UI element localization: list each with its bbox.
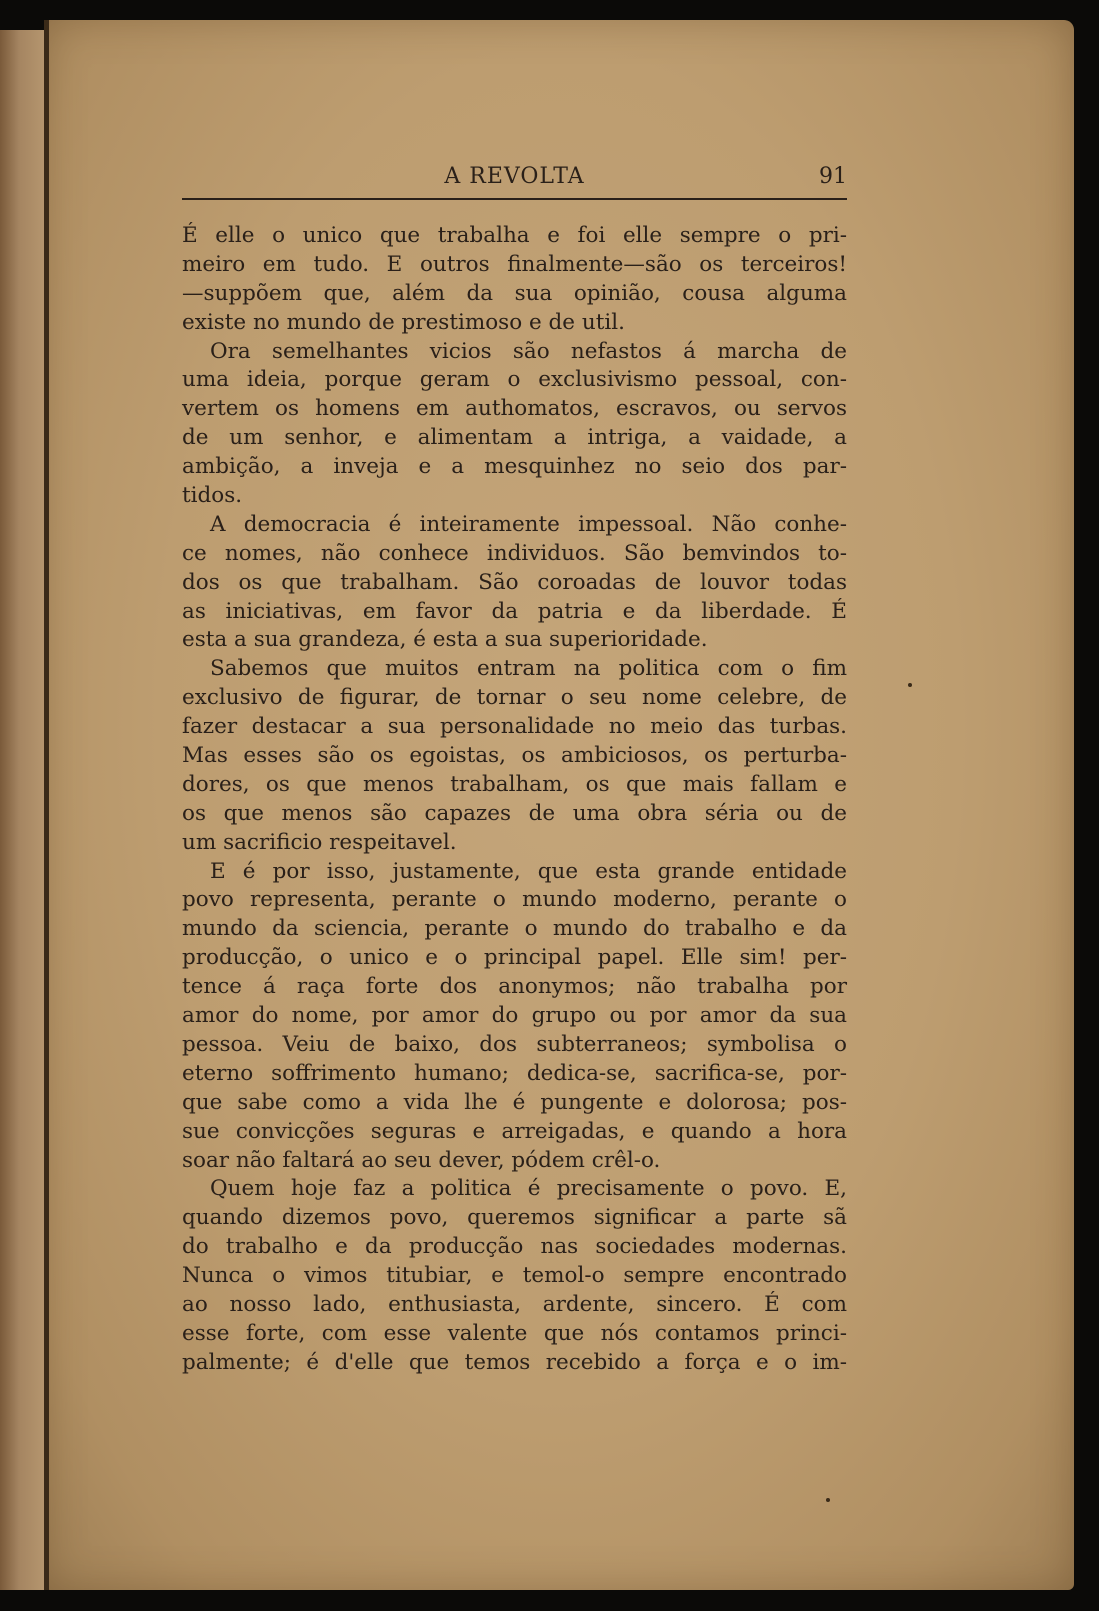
- text-line: os que menos são capazes de uma obra séria ou de: [182, 800, 847, 826]
- text-line: —suppõem que, além da sua opinião, cousa alguma: [182, 280, 847, 306]
- paper-speck: [826, 1498, 830, 1502]
- text-line: Quem hoje faz a politica é precisamente o povo. E,: [210, 1176, 847, 1202]
- text-line: A democracia é inteiramente impessoal. Não conhe-: [210, 511, 847, 537]
- text-line: amor do nome, por amor do grupo ou por amor da sua: [182, 1003, 847, 1029]
- text-line: soar não faltará ao seu dever, pódem crêl-o.: [182, 1147, 661, 1173]
- text-line: que sabe como a vida lhe é pungente e dolorosa; pos-: [182, 1089, 847, 1115]
- text-line: uma ideia, porque geram o exclusivismo pessoal, con-: [182, 367, 847, 393]
- text-line: tence á raça forte dos anonymos; não trabalha por: [182, 974, 847, 1000]
- text-line: ao nosso lado, enthusiasta, ardente, sincero. É com: [182, 1291, 847, 1317]
- previous-page-edge: [0, 30, 48, 1590]
- running-title: A REVOLTA: [444, 164, 585, 189]
- text-line: Nunca o vimos titubiar, e temol-o sempre encontrado: [182, 1263, 847, 1289]
- text-line: sue convicções seguras e arreigadas, e quando a hora: [182, 1118, 847, 1144]
- text-line: esta a sua grandeza, é esta a sua superioridade.: [182, 627, 708, 653]
- text-line: Mas esses são os egoistas, os ambiciosos, os perturba-: [182, 743, 847, 769]
- text-line: do trabalho e da producção nas sociedades modernas.: [182, 1234, 847, 1260]
- text-line: ambição, a inveja e a mesquinhez no seio dos par-: [182, 454, 847, 480]
- text-line: meiro em tudo. E outros finalmente—são os terceiros!: [182, 251, 847, 277]
- text-line: E é por isso, justamente, que esta grande entidade: [210, 858, 847, 884]
- text-line: tidos.: [182, 483, 243, 509]
- text-line: de um senhor, e alimentam a intriga, a vaidade, a: [182, 425, 847, 451]
- running-header: [182, 164, 847, 198]
- text-line: dores, os que menos trabalham, os que mais fallam e: [182, 771, 847, 797]
- text-line: povo representa, perante o mundo moderno, perante o: [182, 887, 847, 913]
- text-line: exclusivo de figurar, de tornar o seu nome celebre, de: [182, 685, 847, 711]
- text-line: mundo da sciencia, perante o mundo do trabalho e da: [182, 916, 847, 942]
- text-line: esse forte, com esse valente que nós contamos princi-: [182, 1320, 847, 1346]
- text-line: Ora semelhantes vicios são nefastos á marcha de: [210, 338, 847, 364]
- text-line: ce nomes, não conhece individuos. São bemvindos to-: [182, 540, 847, 566]
- paper-speck: [908, 683, 912, 687]
- text-line: quando dizemos povo, queremos significar a parte sã: [182, 1205, 847, 1231]
- page-fold: [44, 20, 49, 1590]
- body-text: [182, 222, 847, 1378]
- text-line: fazer destacar a sua personalidade no meio das turbas.: [182, 714, 847, 740]
- text-line: eterno soffrimento humano; dedica-se, sacrifica-se, por-: [182, 1060, 847, 1086]
- text-line: É elle o unico que trabalha e foi elle sempre o pri-: [182, 223, 847, 248]
- text-line: producção, o unico e o principal papel. Elle sim! per-: [182, 945, 847, 971]
- text-line: existe no mundo de prestimoso e de util.: [182, 309, 625, 335]
- text-line: palmente; é d'elle que temos recebido a força e o im-: [182, 1349, 847, 1375]
- text-line: vertem os homens em authomatos, escravos, ou servos: [182, 396, 847, 422]
- text-line: pessoa. Veiu de baixo, dos subterraneos; symbolisa o: [182, 1031, 847, 1057]
- text-line: dos os que trabalham. São coroadas de louvor todas: [182, 569, 847, 595]
- text-line: Sabemos que muitos entram na politica com o fim: [210, 656, 847, 682]
- page-number: 91: [819, 164, 847, 189]
- header-rule: [182, 198, 847, 200]
- text-line: um sacrificio respeitavel.: [182, 829, 457, 855]
- text-line: as iniciativas, em favor da patria e da liberdade. É: [182, 598, 847, 624]
